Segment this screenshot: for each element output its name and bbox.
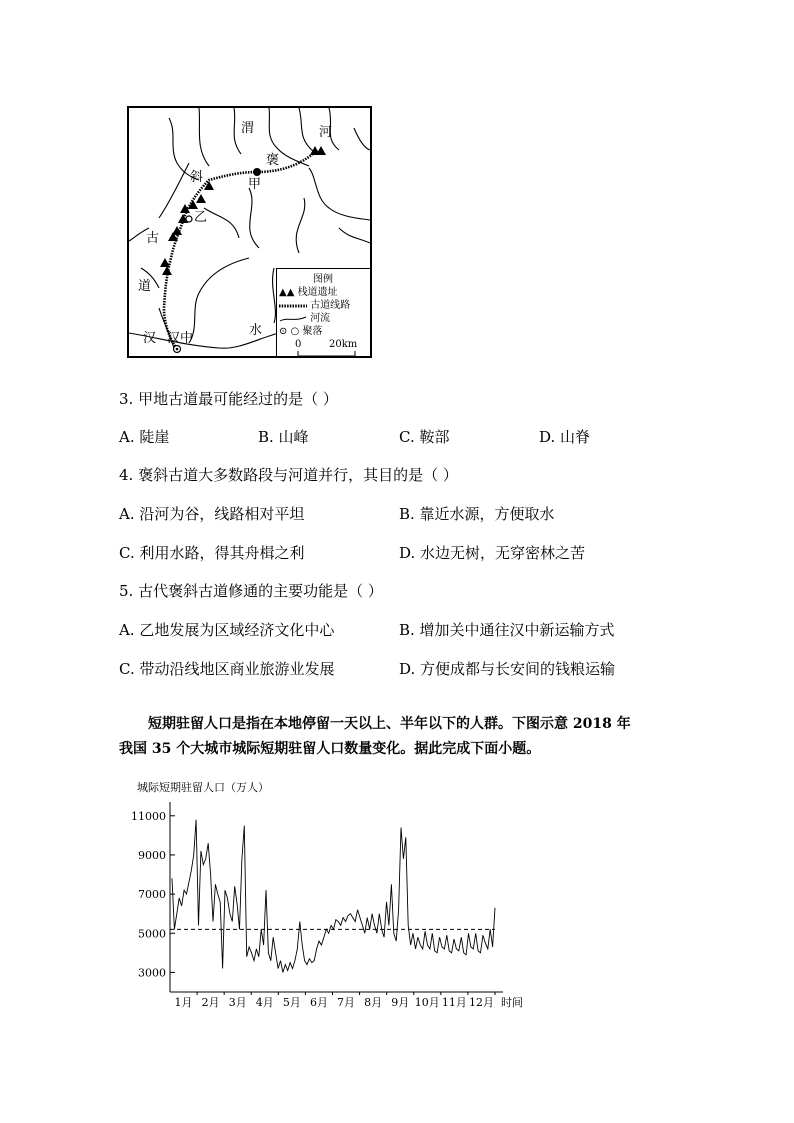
x-tick-label: 3月 (228, 996, 247, 1009)
legend-ancient-road: 古道线路 (279, 296, 350, 311)
map-label-xie: 斜 (190, 170, 204, 185)
legend-settlement: ⊙ ○ 聚落 (279, 326, 323, 337)
map-label-gu: 古 (146, 231, 160, 246)
question-4-option-d[interactable]: D. 水边无树，无穿密林之苦 (399, 544, 586, 562)
question-3-option-d[interactable]: D. 山脊 (539, 428, 591, 446)
map-legend (276, 268, 372, 358)
y-tick-label: 9000 (138, 848, 166, 862)
question-4-option-c[interactable]: C. 利用水路，得其舟楫之利 (119, 544, 305, 562)
y-tick-label: 11000 (131, 809, 166, 823)
y-tick-label: 7000 (138, 888, 166, 902)
x-tick-label: 5月 (282, 996, 301, 1009)
legend-plank-road: ▲▲ 栈道遗址 (279, 287, 338, 298)
ancient-road-icon (279, 303, 307, 309)
x-tick-label: 12月 (468, 996, 494, 1009)
question-5-stem: 5. 古代褒斜古道修通的主要功能是（ ） (119, 582, 383, 600)
series-line (172, 820, 495, 973)
map-label-yi: 乙 (194, 210, 208, 225)
scale-bar (297, 351, 357, 357)
question-3-option-a[interactable]: A. 陡崖 (119, 428, 170, 446)
x-tick-label: 8月 (364, 996, 383, 1009)
x-tick-label: 11月 (441, 996, 467, 1009)
question-4-option-a[interactable]: A. 沿河为谷，线路相对平坦 (119, 505, 305, 523)
passage-text: 短期驻留人口是指在本地停留一天以上、半年以下的人群。下图示意 2018 年我国 35 个大城市城际短期驻留人口数量变化。据此完成下面小题。 (119, 716, 631, 757)
map-label-shui: 水 (249, 323, 263, 338)
legend-scale-zero: 0 (295, 339, 302, 350)
legend-scale-km: 20km (329, 339, 358, 350)
x-tick-label: 7月 (337, 996, 356, 1009)
x-tick-label: 9月 (391, 996, 410, 1009)
legend-title: 图例 (313, 274, 333, 285)
chart-ylabel: 城际短期驻留人口（万人） (137, 781, 269, 794)
question-5-option-c[interactable]: C. 带动沿线地区商业旅游业发展 (119, 660, 335, 678)
x-tick-label: 4月 (255, 996, 274, 1009)
plank-road-icon: ▲▲ (279, 287, 295, 298)
plank-road-sites (160, 146, 326, 275)
question-5-option-b[interactable]: B. 增加关中通往汉中新运输方式 (399, 621, 615, 639)
map-label-dao: 道 (138, 279, 152, 294)
x-tick-label: 10月 (414, 996, 440, 1009)
map-label-hanzhong: 汉中 (167, 331, 194, 346)
settlement-jia (253, 168, 261, 176)
settlement-yi (186, 216, 192, 222)
y-tick-label: 5000 (138, 927, 166, 941)
map-label-han: 汉 (143, 331, 157, 346)
question-4-stem: 4. 褒斜古道大多数路段与河道并行，其目的是（ ） (119, 466, 458, 484)
question-4-option-b[interactable]: B. 靠近水源，方便取水 (399, 505, 555, 523)
map-label-he: 河 (319, 125, 333, 140)
question-3-option-c[interactable]: C. 鞍部 (399, 428, 450, 446)
legend-river: 河流 (279, 309, 330, 324)
x-tick-label: 1月 (174, 996, 193, 1009)
map-label-jia: 甲 (248, 177, 262, 192)
population-line-chart (120, 796, 540, 1012)
map-figure (127, 106, 372, 358)
question-3-stem: 3. 甲地古道最可能经过的是（ ） (119, 390, 338, 408)
map-label-wei: 渭 (241, 121, 255, 136)
question-5-option-d[interactable]: D. 方便成都与长安间的钱粮运输 (399, 660, 616, 678)
question-3-option-b[interactable]: B. 山峰 (258, 428, 309, 446)
x-tick-label: 2月 (201, 996, 220, 1009)
question-5-option-a[interactable]: A. 乙地发展为区域经济文化中心 (119, 621, 335, 639)
x-tick-label: 6月 (309, 996, 328, 1009)
map-label-bao: 褒 (266, 153, 280, 168)
settlement-icon: ⊙ ○ (279, 326, 300, 337)
y-tick-label: 3000 (138, 966, 166, 980)
x-axis-label: 时间 (501, 996, 523, 1009)
